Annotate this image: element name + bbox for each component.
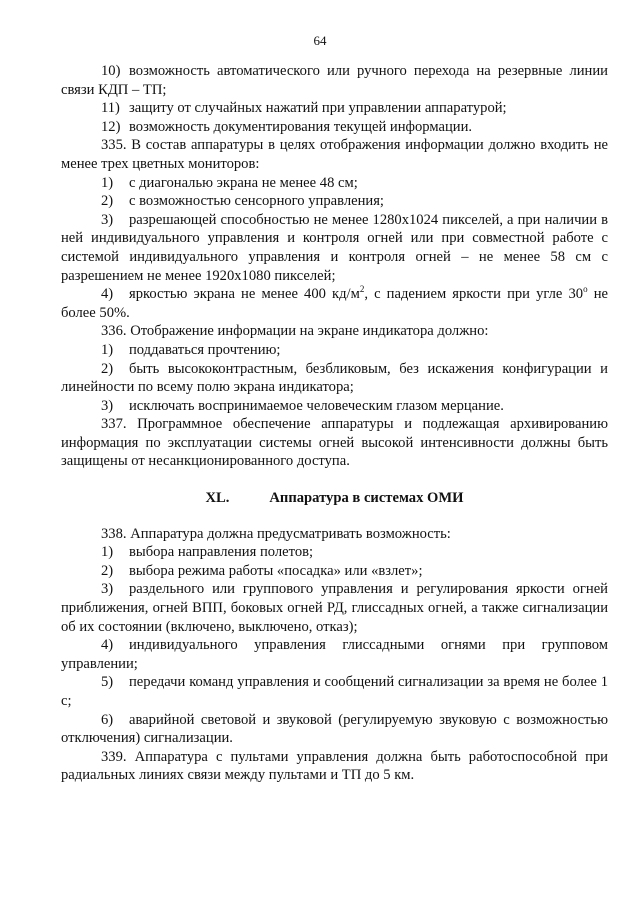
section-heading: [61, 489, 608, 508]
list-item-text: с возможностью сенсорного управления;: [129, 193, 384, 210]
list-item-number: 11): [101, 100, 120, 117]
list-item-number: 1): [101, 544, 114, 561]
list-item: [61, 360, 608, 397]
list-block-336: [61, 341, 608, 415]
list-item: [61, 562, 608, 581]
paragraph-336: 336. Отображение информации на экране индикатора должно:: [101, 323, 489, 340]
list-item: [61, 397, 608, 416]
list-item-number: 4): [101, 637, 114, 654]
list-item: [61, 711, 608, 748]
list-item-text: исключать воспринимаемое человеческим глазом мерцание.: [129, 397, 504, 414]
list-item-number: 2): [101, 562, 114, 579]
list-item: [61, 285, 608, 322]
list-item-text: не более 50%.: [61, 286, 608, 321]
section-number: XL.: [205, 490, 230, 507]
list-item-text: выбора направления полетов;: [129, 544, 314, 561]
list-block-335: [61, 174, 608, 286]
list-item: [61, 192, 608, 211]
list-item-number: 1): [101, 341, 114, 358]
list-item-number: 4): [101, 286, 114, 303]
list-item-text: защиту от случайных нажатий при управлении аппаратурой;: [129, 100, 507, 117]
list-item: [61, 636, 608, 673]
list-item-number: 10): [101, 63, 121, 79]
list-item-text: возможность автоматического или ручного перехода на резервные линии связи КДП – ТП;: [61, 63, 608, 98]
list-item: [61, 543, 608, 562]
list-item: [61, 118, 608, 137]
list-item-number: 3): [101, 211, 114, 228]
list-block-334-continued: [61, 62, 608, 136]
list-item: [61, 673, 608, 710]
list-item: [61, 99, 608, 118]
superscript: 2: [359, 284, 365, 295]
section-title: Аппаратура в системах ОМИ: [269, 490, 464, 507]
paragraph-337: 337. Программное обеспечение аппаратуры и подлежащая архивированию информация по эксплуатации системы огней высокой интенсивности должны быть защищены от несанкционированного доступа.: [61, 416, 608, 470]
list-item: [61, 341, 608, 360]
list-item: [61, 211, 608, 285]
list-item-number: 5): [101, 674, 114, 691]
list-block-338: [61, 543, 608, 748]
list-item-text: индивидуального управления глиссадными огнями при групповом управлении;: [61, 637, 608, 672]
page-number: 64: [313, 33, 327, 48]
list-item-text: поддаваться прочтению;: [129, 341, 281, 358]
list-item-number: 3): [101, 397, 114, 414]
list-item-text: выбора режима работы «посадка» или «взлет»;: [129, 562, 423, 579]
list-item-text: раздельного или группового управления и регулирования яркости огней приближения, огней ВПП, боковых огней РД, глиссадных огней, а также сигнализации об их состоянии (включено, выключено, отказ);: [61, 581, 608, 635]
list-item: [61, 174, 608, 193]
document-body: [61, 62, 608, 785]
list-item-text: возможность документирования текущей информации.: [129, 118, 473, 135]
list-item-number: 6): [101, 711, 114, 728]
superscript: о: [583, 284, 588, 295]
list-item: [61, 580, 608, 636]
list-item-number: 1): [101, 174, 114, 191]
list-item: [61, 62, 608, 99]
list-item-text: разрешающей способностью не менее 1280x1024 пикселей, а при наличии в ней индивидуального управления и контроля огней или при совместной работе с системой индивидуального управления и контроля огней – не менее 58 см с разрешением не менее 1920x1080 пикселей;: [61, 211, 608, 284]
paragraph-335: 335. В состав аппаратуры в целях отображения информации должно входить не менее трех цветных мониторов:: [61, 137, 608, 172]
list-item-number: 12): [101, 118, 121, 135]
list-item-text: , с падением яркости при угле 30: [364, 286, 584, 303]
list-item-text: с диагональю экрана не менее 48 см;: [129, 174, 358, 191]
list-item-number: 3): [101, 581, 114, 598]
list-item-text: быть высококонтрастным, безбликовым, без искажения конфигурации и линейности по всему полю экрана индикатора;: [61, 360, 608, 396]
paragraph-339: 339. Аппаратура с пультами управления должна быть работоспособной при радиальных линиях связи между пультами и ТП до 5 км.: [61, 748, 608, 784]
list-item-text: аварийной световой и звуковой (регулируемую звуковую с возможностью отключения) сигнализации.: [61, 711, 608, 747]
list-item-number: 2): [101, 193, 114, 210]
list-item-number: 2): [101, 360, 114, 377]
list-item-text: передачи команд управления и сообщений сигнализации за время не более 1 с;: [61, 674, 608, 709]
list-item-text: яркостью экрана не менее 400 кд/м: [129, 286, 360, 303]
paragraph-338: 338. Аппаратура должна предусматривать возможность:: [101, 525, 451, 542]
